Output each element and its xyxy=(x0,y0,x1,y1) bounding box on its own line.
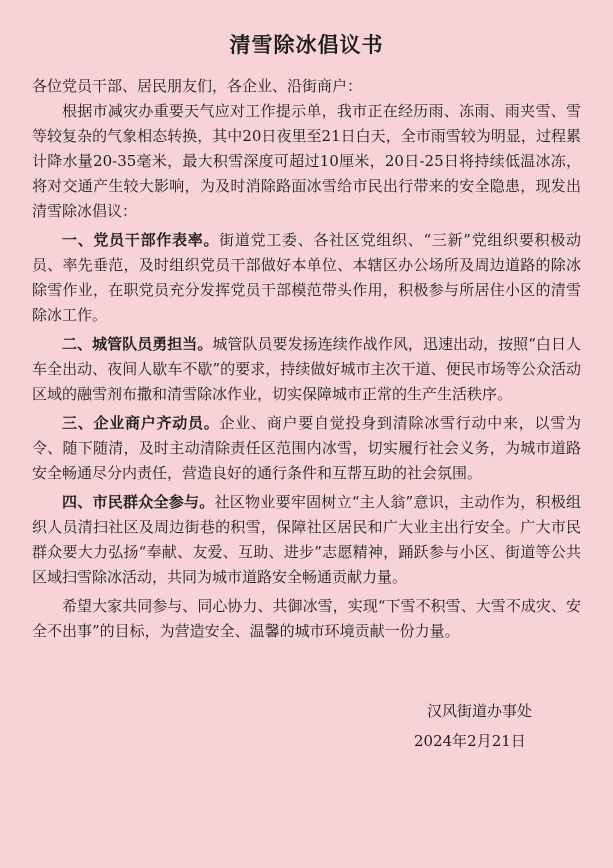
section-2 xyxy=(32,332,581,407)
intro-paragraph: 根据市减灾办重要天气应对工作提示单，我市正在经历雨、冻雨、雨夹雪、雪等较复杂的气象相态转换，其中20日夜里至21日白天，全市雨雪较为明显，过程累计降水量20-35毫米，最大积雪深度可超过10厘米，20日-25日将持续低温冰冻，将对交通产生较大影响，为及时消除路面冰雪给市民出行带来的安全隐患，现发出清雪除冰倡议： xyxy=(32,102,581,220)
issue-date: 2024年2月21日 xyxy=(414,732,526,750)
document-title: 清雪除冰倡议书 xyxy=(229,32,384,57)
section-4-lead: 四、市民群众全参与。 xyxy=(62,493,215,511)
section-3-text: 企业、商户要自觉投身到清除冰雪行动中来，以雪为令、随下随清，及时主动清除责任区范围内冰雪，切实履行社会义务，为城市道路安全畅通尽分内责任，营造良好的通行条件和互帮互助的社会氛围。 xyxy=(32,414,581,482)
section-4 xyxy=(32,490,581,590)
section-4-text: 社区物业要牢固树立“主人翁”意识，主动作为，积极组织人员清扫社区及周边街巷的积雪，保障社区居民和广大业主出行安全。广大市民群众要大力弘扬“奉献、友爱、互助、进步”志愿精神，踊跃参与小区、街道等公共区域扫雪除冰活动，共同为城市道路安全畅通贡献力量。 xyxy=(32,493,581,586)
salutation: 各位党员干部、居民朋友们，各企业、沿街商户： xyxy=(32,77,363,95)
closing-paragraph: 希望大家共同参与、同心协力、共御冰雪，实现“下雪不积雪、大雪不成灾、安全不出事”的目标，为营造安全、温馨的城市环境贡献一份力量。 xyxy=(32,597,581,640)
section-1 xyxy=(32,228,581,328)
section-2-text: 城管队员要发扬连续作战作风，迅速出动，按照“白日人车全出动、夜间人歇车不歇”的要求，持续做好城市主次干道、便民市场等公众活动区域的融雪剂布撒和清雪除冰作业，切实保障城市正常的生产生活秩序。 xyxy=(32,335,581,403)
issuing-organization: 汉风街道办事处 xyxy=(427,702,533,720)
section-1-text: 街道党工委、各社区党组织、“三新”党组织要积极动员、率先垂范，及时组织党员干部做好本单位、本辖区办公场所及周边道路的除冰除雪作业，在职党员充分发挥党员干部模范带头作用，积极参与所居住小区的清雪除冰工作。 xyxy=(32,231,581,324)
section-3 xyxy=(32,411,581,486)
section-1-lead: 一、党员干部作表率。 xyxy=(62,231,220,249)
section-3-lead: 三、企业商户齐动员。 xyxy=(62,414,220,432)
section-2-lead: 二、城管队员勇担当。 xyxy=(62,335,213,353)
